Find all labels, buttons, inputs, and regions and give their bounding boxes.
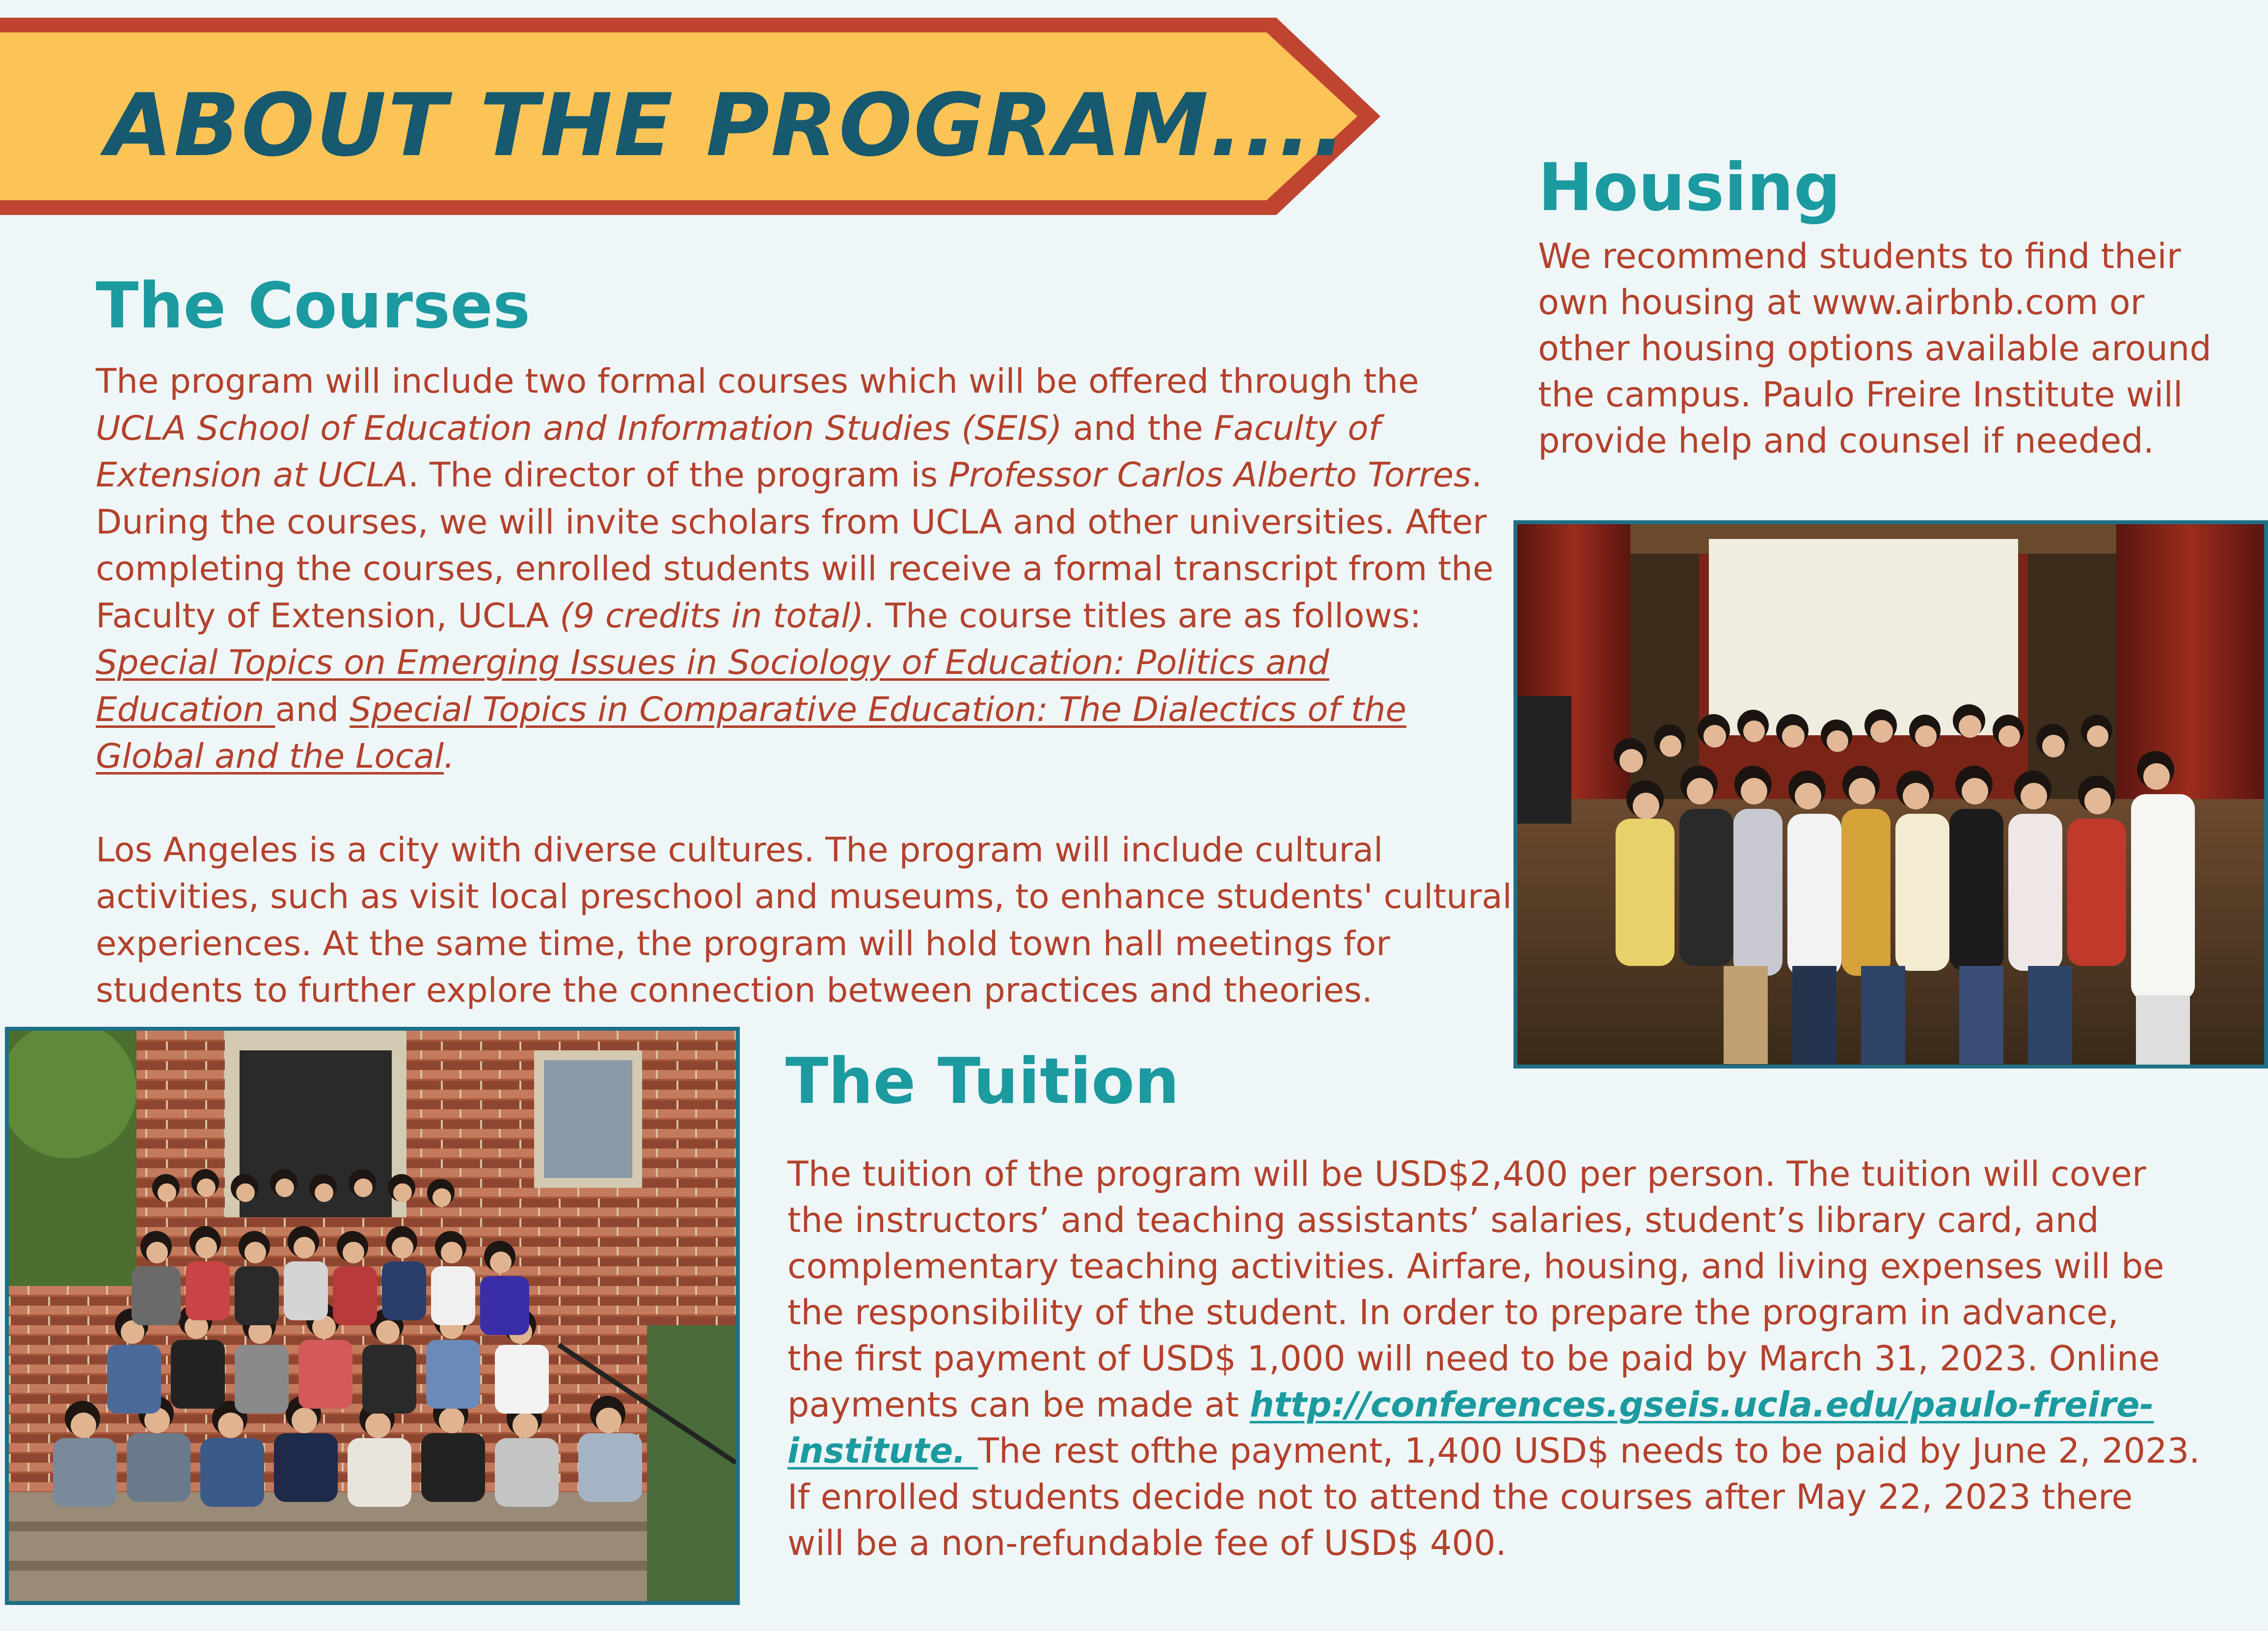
courses-line: Faculty of Extension, UCLA (9 credits in total). The course titles are as follows: <box>96 596 1422 636</box>
course-title-line: Global and the Local. <box>96 737 455 776</box>
course-title-2: Special Topics in Comparative Education: The Dialectics of the <box>350 690 1406 729</box>
paragraph-gap <box>96 780 1519 827</box>
tuition-line: the instructors’ and teaching assistants’ salaries, student’s library card, and <box>787 1200 2099 1240</box>
tuition-body <box>787 1151 2200 1566</box>
faculty-name: Faculty of <box>1214 408 1380 448</box>
housing-line: provide help and counsel if needed. <box>1538 421 2154 461</box>
culture-line: students to further explore the connection between practices and theories. <box>96 971 1373 1010</box>
tuition-line: institute. The rest ofthe payment, 1,400 USD$ needs to be paid by June 2, 2023. <box>787 1431 2200 1471</box>
housing-line: We recommend students to find their <box>1538 236 2181 276</box>
tuition-line: The tuition of the program will be USD$2,400 per person. The tuition will cover <box>787 1154 2146 1194</box>
culture-line: activities, such as visit local preschool and museums, to enhance students' cultural <box>96 877 1512 916</box>
course-title-1: Special Topics on Emerging Issues in Sociology of Education: Politics and <box>96 643 1329 682</box>
director-name: Professor Carlos Alberto Torres <box>948 455 1471 495</box>
courses-line: completing the courses, enrolled students will receive a formal transcript from the <box>96 549 1494 588</box>
housing-line: the campus. Paulo Freire Institute will <box>1538 374 2183 415</box>
tuition-line: payments can be made at http://conferences.gseis.ucla.edu/paulo-freire- <box>787 1385 2154 1425</box>
seis-name: UCLA School of Education and Information Studies (SEIS) <box>96 408 1062 448</box>
housing-line: other housing options available around <box>1538 328 2212 369</box>
course-title-line: Education and Special Topics in Comparative Education: The Dialectics of the <box>96 690 1406 729</box>
tuition-heading: The Tuition <box>785 1045 1180 1118</box>
tuition-line: the responsibility of the student. In order to prepare the program in advance, <box>787 1292 2119 1333</box>
courses-line: The program will include two formal courses which will be offered through the <box>96 362 1419 401</box>
courses-line: During the courses, we will invite scholars from UCLA and other universities. After <box>96 502 1487 542</box>
banner-title: ABOUT THE PROGRAM.... <box>106 75 1347 176</box>
courses-line: UCLA School of Education and Information Studies (SEIS) and the Faculty of <box>96 408 1380 448</box>
culture-line: Los Angeles is a city with diverse cultures. The program will include cultural <box>96 830 1383 870</box>
culture-line: experiences. At the same time, the program will hold town hall meetings for <box>96 924 1390 963</box>
payment-link[interactable]: http://conferences.gseis.ucla.edu/paulo-freire- <box>1249 1385 2154 1425</box>
courses-body <box>96 358 1519 1015</box>
credits-note: (9 credits in total) <box>560 596 864 636</box>
section-banner <box>0 18 1384 215</box>
housing-line: own housing at www.airbnb.com or <box>1538 282 2145 322</box>
tuition-line: the first payment of USD$ 1,000 will need to be paid by March 31, 2023. Online <box>787 1338 2160 1379</box>
tuition-line: will be a non-refundable fee of USD$ 400. <box>787 1523 1507 1563</box>
courses-line: Extension at UCLA. The director of the program is Professor Carlos Alberto Torres. <box>96 455 1482 495</box>
steps-photo-illustration <box>9 1031 736 1601</box>
group-photo-steps <box>5 1027 740 1605</box>
classroom-photo-illustration <box>1517 524 2264 1065</box>
housing-heading: Housing <box>1538 149 1841 226</box>
courses-heading: The Courses <box>96 269 531 343</box>
tuition-line: complementary teaching activities. Airfare, housing, and living expenses will be <box>787 1246 2164 1286</box>
group-photo-classroom <box>1513 520 2268 1069</box>
housing-body <box>1538 233 2212 464</box>
tuition-line: If enrolled students decide not to attend the courses after May 22, 2023 there <box>787 1477 2133 1517</box>
payment-link-continued[interactable]: institute. <box>787 1431 978 1471</box>
